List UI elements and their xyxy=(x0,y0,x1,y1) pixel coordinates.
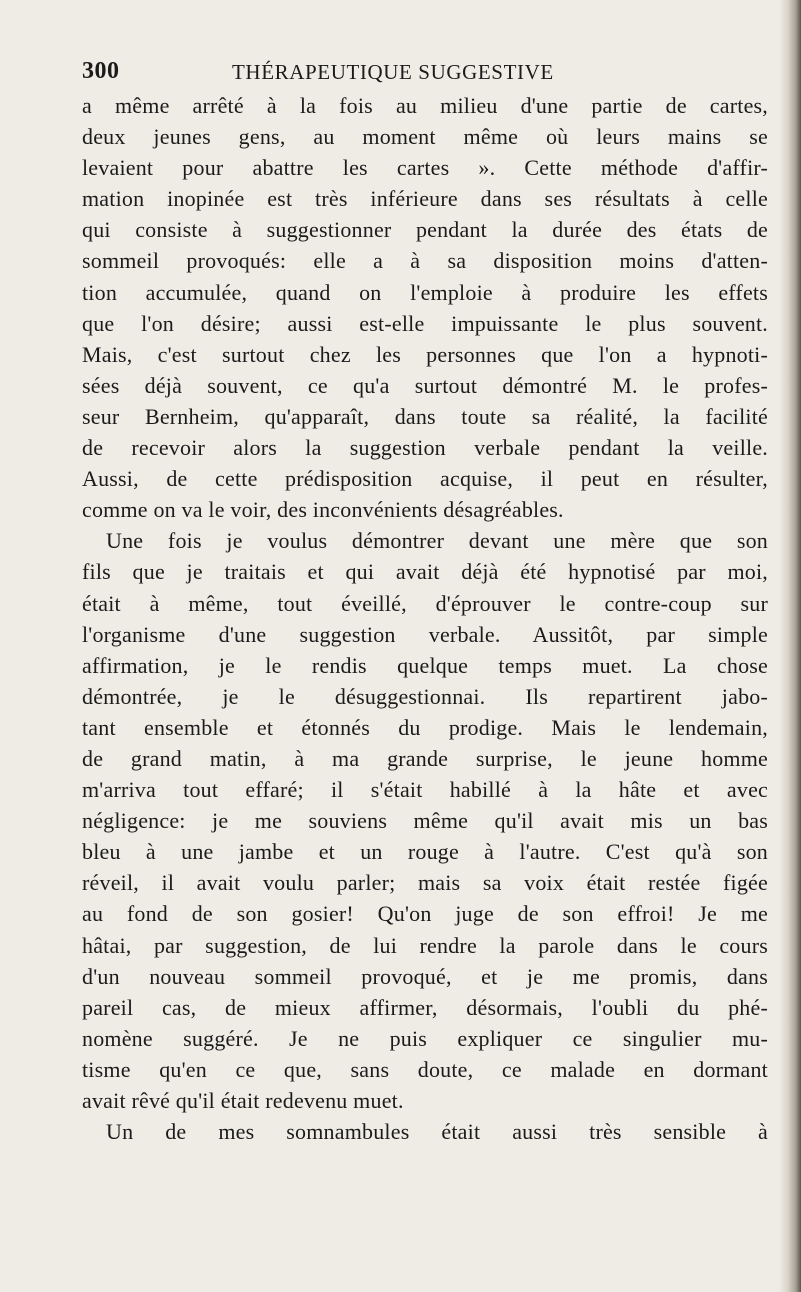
text-line: deux jeunes gens, au moment même où leurs mains se xyxy=(82,124,768,150)
text-line: négligence: je me souviens même qu'il avait mis un bas xyxy=(82,808,768,834)
text-line: sées déjà souvent, ce qu'a surtout démontré M. le profes- xyxy=(82,372,768,398)
text-line: Un de mes somnambules était aussi très sensible à xyxy=(106,1119,768,1145)
text-line: pareil cas, de mieux affirmer, désormais, l'oubli du phé- xyxy=(82,994,768,1020)
text-line: Aussi, de cette prédisposition acquise, il peut en résulter, xyxy=(82,466,768,492)
text-line: tant ensemble et étonnés du prodige. Mais le lendemain, xyxy=(82,714,768,740)
text-line: démontrée, je le désuggestionnai. Ils repartirent jabo- xyxy=(82,683,768,709)
text-line: affirmation, je le rendis quelque temps muet. La chose xyxy=(82,652,768,678)
text-line: qui consiste à suggestionner pendant la durée des états de xyxy=(82,217,768,243)
page-number: 300 xyxy=(82,58,120,84)
text-line: que l'on désire; aussi est-elle impuissante le plus souvent. xyxy=(82,310,768,336)
text-line: seur Bernheim, qu'apparaît, dans toute sa réalité, la facilité xyxy=(82,403,768,429)
text-line: comme on va le voir, des inconvénients désagréables. xyxy=(82,497,564,523)
text-line: de grand matin, à ma grande surprise, le jeune homme xyxy=(82,745,768,771)
text-line: a même arrêté à la fois au milieu d'une partie de cartes, xyxy=(82,93,768,118)
text-line: m'arriva tout effaré; il s'était habillé à la hâte et avec xyxy=(82,777,768,803)
text-line: Une fois je voulus démontrer devant une mère que son xyxy=(106,528,768,554)
text-line: nomène suggéré. Je ne puis expliquer ce singulier mu- xyxy=(82,1025,768,1051)
text-line: de recevoir alors la suggestion verbale pendant la veille. xyxy=(82,435,768,461)
text-line: hâtai, par suggestion, de lui rendre la parole dans le cours xyxy=(82,932,768,958)
text-line: levaient pour abattre les cartes ». Cette méthode d'affir- xyxy=(82,155,768,181)
text-line: bleu à une jambe et un rouge à l'autre. C'est qu'à son xyxy=(82,839,768,865)
page-gutter-shadow xyxy=(779,0,801,1292)
body-text xyxy=(82,90,768,1147)
text-line: mation inopinée est très inférieure dans ses résultats à celle xyxy=(82,186,768,212)
text-line: avait rêvé qu'il était redevenu muet. xyxy=(82,1088,404,1113)
text-line: l'organisme d'une suggestion verbale. Aussitôt, par simple xyxy=(82,621,768,647)
page-header xyxy=(82,58,742,88)
text-line: fils que je traitais et qui avait déjà été hypnotisé par moi, xyxy=(82,559,768,585)
running-title: THÉRAPEUTIQUE SUGGESTIVE xyxy=(232,60,554,84)
text-line: réveil, il avait voulu parler; mais sa voix était restée figée xyxy=(82,870,768,896)
text-line: tion accumulée, quand on l'emploie à produire les effets xyxy=(82,279,768,305)
text-line: Mais, c'est surtout chez les personnes que l'on a hypnoti- xyxy=(82,341,768,367)
text-line: au fond de son gosier! Qu'on juge de son effroi! Je me xyxy=(82,901,768,927)
text-line: d'un nouveau sommeil provoqué, et je me promis, dans xyxy=(82,963,768,989)
text-line: était à même, tout éveillé, d'éprouver le contre-coup sur xyxy=(82,590,768,616)
text-line: sommeil provoqués: elle a à sa disposition moins d'atten- xyxy=(82,248,768,274)
text-line: tisme qu'en ce que, sans doute, ce malade en dormant xyxy=(82,1056,768,1082)
